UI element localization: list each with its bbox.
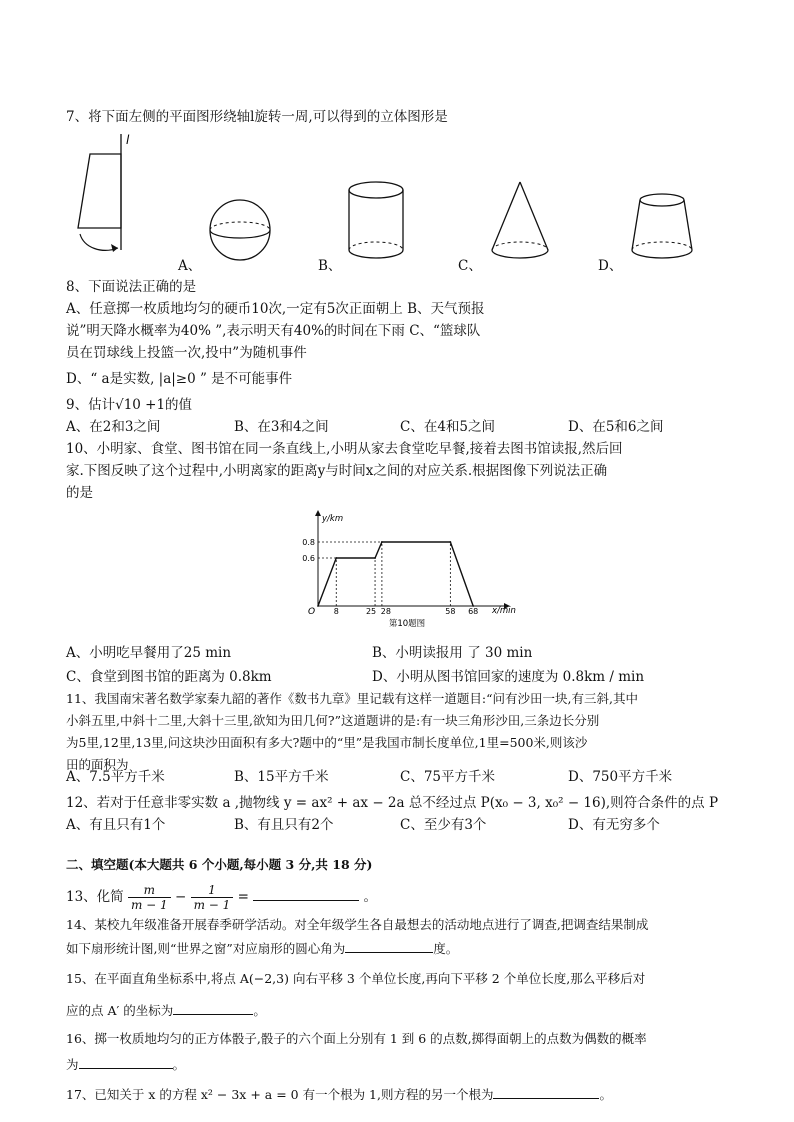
q13: [66, 878, 377, 916]
q13-fraction-2: [191, 883, 234, 912]
q12-option-a: A、有且只有1个: [66, 817, 166, 833]
data-point: [335, 557, 337, 559]
y-tick-label: 0.6: [302, 554, 315, 563]
q14-line2-text: 如下扇形统计图,则“世界之窗”对应扇形的圆心角为: [66, 941, 346, 956]
q8-line3: 员在罚球线上投篮一次,投中”为随机事件: [66, 345, 307, 361]
origin-label: O: [308, 607, 316, 617]
q13-fraction-1: [128, 883, 171, 912]
q17-answer-blank[interactable]: [493, 1084, 599, 1099]
distance-line: [318, 542, 473, 606]
q13-equals: =: [237, 889, 249, 905]
x-tick-label: 25: [365, 607, 377, 616]
q16-line2-end: 。: [172, 1057, 186, 1072]
q9-stem: 9、估计√10 +1的值: [66, 397, 193, 413]
q13-den1: m − 1: [130, 898, 168, 912]
q14-answer-blank[interactable]: [345, 938, 433, 953]
q7-option-a: A、: [178, 258, 202, 274]
q12-option-c: C、至少有3个: [400, 817, 487, 833]
q10-option-a: A、小明吃早餐用了25 min: [66, 645, 232, 661]
q10-option-c: C、食堂到图书馆的距离为 0.8km: [66, 669, 272, 685]
x-tick-label: 58: [445, 607, 456, 616]
q11-option-a: A、7.5平方千米: [66, 769, 165, 785]
distance-time-chart: [290, 508, 520, 636]
frustum-icon: [632, 194, 692, 258]
q8-line2: 说”明天降水概率为40% ”,表示明天有40%的时间在下雨 C、“篮球队: [66, 323, 481, 339]
sphere-icon: [210, 200, 270, 260]
q14-line2-end: 度。: [433, 941, 459, 956]
q10-option-d: D、小明从图书馆回家的速度为 0.8km / min: [372, 669, 645, 685]
rotation-figure: [78, 134, 121, 252]
q15-answer-blank[interactable]: [173, 1000, 253, 1015]
q10-line1: 10、小明家、食堂、图书馆在同一条直线上,小明从家去食堂吃早餐,接着去图书馆读报,然后回: [66, 441, 623, 457]
q16-line2: [66, 1054, 185, 1074]
q7-figures: [60, 130, 700, 278]
x-tick-label: 8: [333, 607, 339, 616]
chart-caption: 第10题图: [388, 619, 426, 629]
q8-line4: D、“ a是实数, |a|≥0 ” 是不可能事件: [66, 371, 293, 387]
q16-answer-blank[interactable]: [79, 1054, 173, 1069]
q12-stem: 12、若对于任意非零实数 a ,抛物线 y = ax² + ax − 2a 总不经过点 P(x₀ − 3, x₀² − 16),则符合条件的点 P: [66, 795, 719, 811]
q13-prefix: 13、化简: [66, 889, 124, 905]
axis-label: l: [126, 133, 130, 147]
q8-line1: A、任意掷一枚质地均匀的硬币10次,一定有5次正面朝上 B、天气预报: [66, 301, 485, 317]
q16-line1: 16、掷一枚质地均匀的正方体骰子,骰子的六个面上分别有 1 到 6 的点数,掷得面朝上的点数为偶数的概率: [66, 1031, 647, 1046]
q9-option-d: D、在5和6之间: [568, 419, 664, 435]
cone-icon: [492, 182, 548, 258]
q11-option-c: C、75平方千米: [400, 769, 496, 785]
q13-den2: m − 1: [193, 898, 231, 912]
x-tick-label: 28: [380, 607, 391, 616]
section2-title: 二、填空题(本大题共 6 个小题,每小题 3 分,共 18 分): [66, 857, 373, 872]
q13-num1: m: [128, 883, 171, 898]
data-point: [381, 541, 383, 543]
q12-option-d: D、有无穷多个: [568, 817, 660, 833]
q15-line1: 15、在平面直角坐标系中,将点 A(−2,3) 向右平移 3 个单位长度,再向下平移 2 个单位长度,那么平移后对: [66, 971, 646, 986]
q13-answer-blank[interactable]: [253, 886, 359, 901]
q11-line2: 小斜五里,中斜十二里,大斜十三里,欲知为田几何?”这道题讲的是:有一块三角形沙田,三条边长分别: [66, 713, 600, 728]
x-tick-label: 68: [468, 607, 479, 616]
q13-num2: 1: [191, 883, 234, 898]
q7-option-b: B、: [318, 258, 342, 274]
q11-line4: 田的面积为: [66, 757, 129, 772]
q13-end: 。: [363, 889, 377, 905]
q15-line2: [66, 1000, 266, 1020]
q13-minus: −: [174, 889, 187, 905]
q7-option-c: C、: [458, 258, 482, 274]
q12-option-b: B、有且只有2个: [234, 817, 334, 833]
q8-stem: 8、下面说法正确的是: [66, 279, 197, 295]
data-point: [472, 605, 474, 607]
q7-option-d: D、: [598, 258, 623, 274]
cylinder-icon: [349, 182, 403, 258]
q7-stem: 7、将下面左侧的平面图形绕轴l旋转一周,可以得到的立体图形是: [66, 109, 448, 125]
data-point: [374, 557, 376, 559]
q14-line2: [66, 938, 458, 958]
q9-option-b: B、在3和4之间: [234, 419, 329, 435]
q11-option-b: B、15平方千米: [234, 769, 329, 785]
q15-line2-text: 应的点 A′ 的坐标为: [66, 1003, 174, 1018]
y-tick-label: 0.8: [302, 538, 315, 547]
q16-line2-text: 为: [66, 1057, 79, 1072]
data-point: [317, 605, 319, 607]
q15-line2-end: 。: [253, 1003, 266, 1018]
q17-end: 。: [599, 1087, 612, 1102]
q10-option-b: B、小明读报用 了 30 min: [372, 645, 533, 661]
q14-line1: 14、某校九年级准备开展春季研学活动。对全年级学生各自最想去的活动地点进行了调查,把调查结果制成: [66, 917, 649, 932]
q17-line1: [66, 1084, 612, 1104]
q11-line1: 11、我国南宋著名数学家秦九韶的著作《数书九章》里记载有这样一道题目:“问有沙田一块,有三斜,其中: [66, 691, 638, 706]
data-point: [449, 541, 451, 543]
q11-line3: 为5里,12里,13里,问这块沙田面积有多大?题中的“里”是我国市制长度单位,1里=500米,则该沙: [66, 735, 588, 750]
y-axis-arrow: [315, 510, 321, 516]
q11-option-d: D、750平方千米: [568, 769, 673, 785]
q9-option-a: A、在2和3之间: [66, 419, 161, 435]
y-axis-label: y/km: [322, 514, 344, 524]
q9-option-c: C、在4和5之间: [400, 419, 496, 435]
q10-line3: 的是: [66, 485, 93, 501]
q17-text: 17、已知关于 x 的方程 x² − 3x + a = 0 有一个根为 1,则方程的另一个根为: [66, 1087, 494, 1102]
x-axis-label: x/min: [492, 606, 516, 616]
q10-line2: 家.下图反映了这个过程中,小明离家的距离y与时间x之间的对应关系.根据图像下列说法正确: [66, 463, 608, 479]
